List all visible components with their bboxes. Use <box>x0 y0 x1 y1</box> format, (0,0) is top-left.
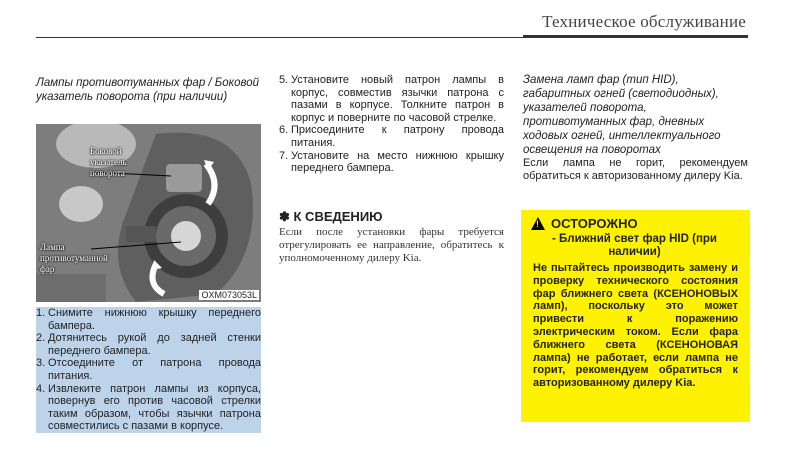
figure-label-fog-lamp: Лампа противотуманной фар <box>40 242 108 274</box>
step-text: Извлеките патрон лампы из корпуса, повернув его против часовой стрелки таким образом, чтобы язычки патрона совместились с пазами в корпусе. <box>48 382 261 433</box>
step-item <box>279 150 504 175</box>
section-heading: Лампы противотуманных фар / Боковой указатель поворота (при наличии) <box>36 77 260 103</box>
step-number: 4. <box>36 383 48 433</box>
warning-subtitle: - Ближний свет фар HID (при наличии) <box>551 233 718 258</box>
step-item <box>36 383 261 433</box>
step-text: Отсоедините от патрона провода питания. <box>48 357 261 382</box>
step-number: 1. <box>36 307 48 332</box>
step-item <box>279 74 504 124</box>
step-item <box>36 307 261 332</box>
step-number: 3. <box>36 357 48 382</box>
step-item <box>279 124 504 149</box>
fog-lamp-steps <box>36 307 261 433</box>
warning-title <box>531 216 738 231</box>
hid-lamp-section <box>523 73 748 182</box>
fog-lamp-steps-continued <box>279 74 504 175</box>
fog-lamp-photo <box>36 124 261 302</box>
figure-code: OXM073053L <box>201 290 257 300</box>
step-number: 6. <box>279 124 289 137</box>
page-header-title: Техническое обслуживание <box>542 12 746 31</box>
figure-label-side-indicator: Боковой указатель поворота <box>90 146 127 178</box>
warning-triangle-icon: ! <box>531 217 545 230</box>
step-text: Дотянитесь рукой до задней стенки переднего бампера. <box>48 332 261 357</box>
step-number: 7. <box>279 149 289 162</box>
warning-box <box>521 210 750 422</box>
step-text: Снимите нижнюю крышку переднего бампера. <box>48 307 261 332</box>
step-number: 2. <box>36 332 48 357</box>
step-number: 5. <box>279 74 289 86</box>
step-text: Присоедините к патрону провода питания. <box>291 124 504 149</box>
step-item <box>36 357 261 382</box>
note-title: ✽ К СВЕДЕНИЮ <box>279 209 383 224</box>
header-divider-accent <box>523 35 748 38</box>
note-text: Если после установки фары требуется отрегулировать ее направление, обратитесь к уполномоченному дилеру Kia. <box>279 226 504 264</box>
section-text: Если лампа не горит, рекомендуем обратиться к авторизованному дилеру Kia. <box>523 157 748 182</box>
warning-title-text: ОСТОРОЖНО <box>551 216 638 231</box>
step-text: Установите на место нижнюю крышку переднего бампера. <box>291 149 504 175</box>
step-item <box>36 332 261 357</box>
warning-body: Не пытайтесь производить замену и проверку технического состояния фар ближнего света (КСЕНОНОВЫХ ламп), поскольку это может привести к поражению электрическим током. Если фара ближнего света (КСЕНОНОВАЯ лампа) не работает, если лампа не горит, рекомендуем обратиться к авторизованному дилеру Kia. <box>533 262 738 390</box>
section-heading: Замена ламп фар (тип HID), габаритных огней (светодиодных), указателей поворота, противотуманных фар, дневных ходовых огней, интеллектуального освещения на поворотах <box>523 74 721 156</box>
step-text: Установите новый патрон лампы в корпус, совместив язычки патрона с пазами в корпусе. Толкните патрон в корпус и поверните по часовой стрелке. <box>291 74 504 124</box>
fog-lamp-section-heading <box>36 76 260 104</box>
